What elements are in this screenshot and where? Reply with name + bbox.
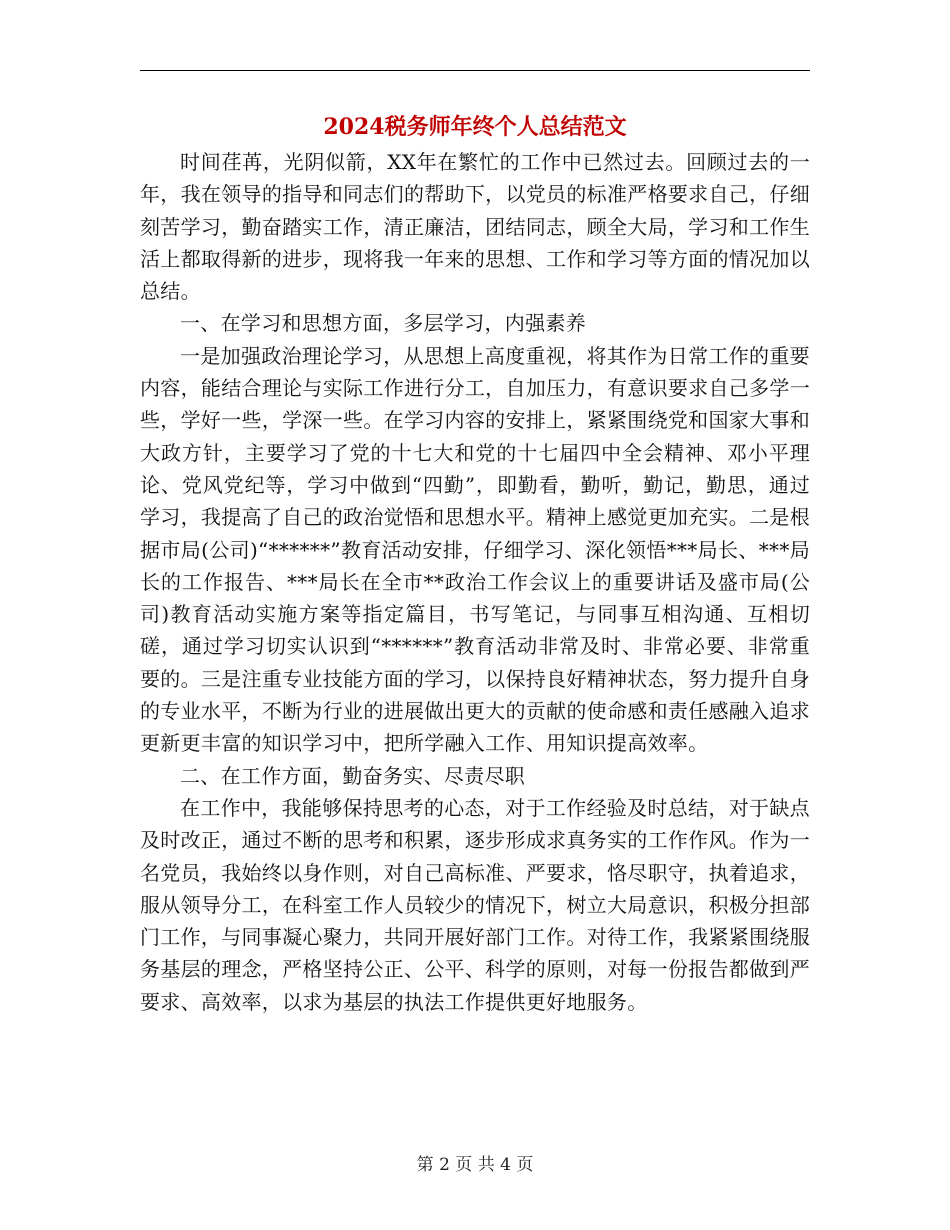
section-heading-work: 二、在工作方面，勤奋务实、尽责尽职 — [180, 763, 526, 788]
document-body — [140, 146, 810, 1018]
intro-paragraph: 时间荏苒，光阴似箭，XX年在繁忙的工作中已然过去。回顾过去的一年，我在领导的指导和同志们的帮助下，以党员的标准严格要求自己，仔细刻苦学习，勤奋踏实工作，清正廉洁，团结同志，顾全大局，学习和工作生活上都取得新的进步，现将我一年来的思想、工作和学习等方面的情况加以总结。 — [140, 150, 810, 304]
section-heading-study: 一、在学习和思想方面，多层学习，内强素养 — [180, 311, 586, 336]
header-rule — [140, 70, 810, 71]
study-paragraph: 一是加强政治理论学习，从思想上高度重视，将其作为日常工作的重要内容，能结合理论与实际工作进行分工，自加压力，有意识要求自己多学一些，学好一些，学深一些。在学习内容的安排上，紧紧围绕党和国家大事和大政方针，主要学习了党的十七大和党的十七届四中全会精神、邓小平理论、党风党纪等，学习中做到“四勤”，即勤看，勤听，勤记，勤思，通过学习，我提高了自己的政治觉悟和思想水平。精神上感觉更加充实。二是根据市局(公司)“******”教育活动安排，仔细学习、深化领悟***局长、***局长的工作报告、***局长在全市**政治工作会议上的重要讲话及盛市局(公司)教育活动实施方案等指定篇目，书写笔记，与同事互相沟通、互相切磋，通过学习切实认识到“******”教育活动非常及时、非常必要、非常重要的。三是注重专业技能方面的学习，以保持良好精神状态，努力提升自身的专业水平，不断为行业的进展做出更大的贡献的使命感和责任感融入追求更新更丰富的知识学习中，把所学融入工作、用知识提高效率。 — [140, 343, 810, 756]
page-number: 第 2 页 共 4 页 — [416, 1155, 534, 1175]
document-title: 2024税务师年终个人总结范文 — [323, 114, 627, 140]
work-paragraph: 在工作中，我能够保持思考的心态，对于工作经验及时总结，对于缺点及时改正，通过不断的思考和积累，逐步形成求真务实的工作作风。作为一名党员，我始终以身作则，对自己高标准、严要求，恪尽职守，执着追求，服从领导分工，在科室工作人员较少的情况下，树立大局意识，积极分担部门工作，与同事凝心聚力，共同开展好部门工作。对待工作，我紧紧围绕服务基层的理念，严格坚持公正、公平、科学的原则，对每一份报告都做到严要求、高效率，以求为基层的执法工作提供更好地服务。 — [140, 795, 810, 1014]
